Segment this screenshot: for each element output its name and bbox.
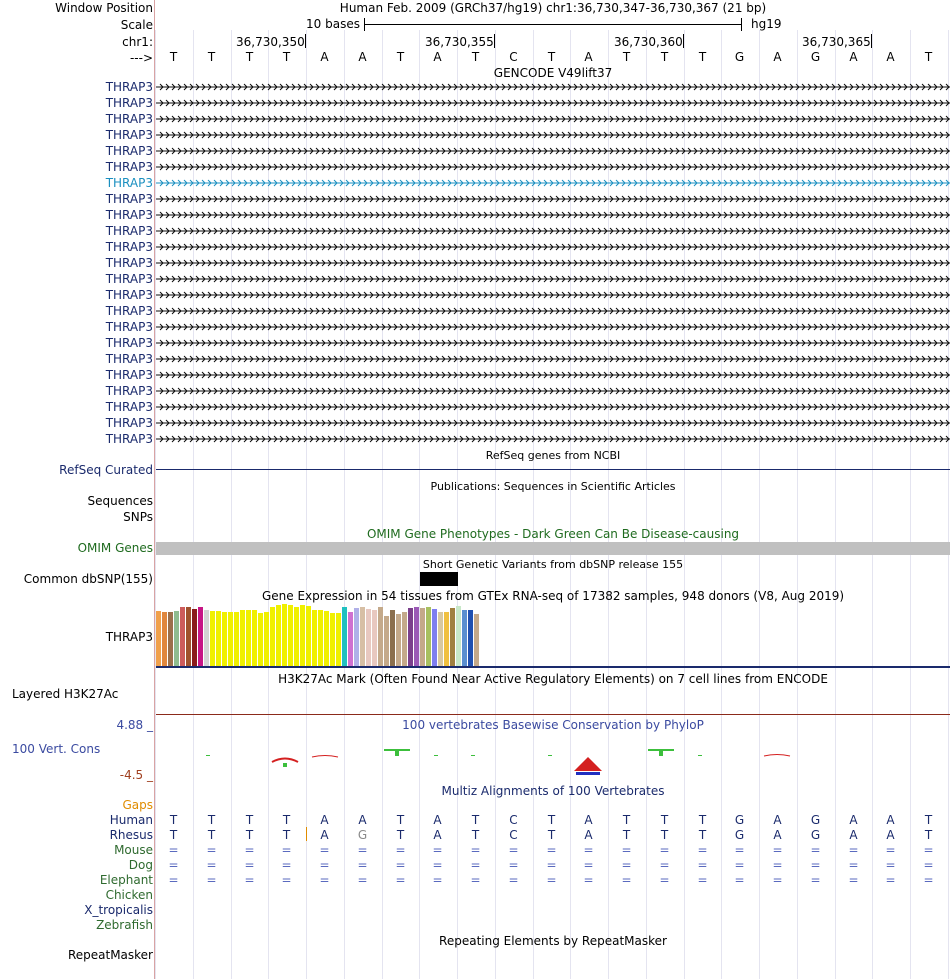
alignment-base[interactable]: = [659, 843, 670, 857]
sequences-label[interactable]: Sequences [87, 494, 153, 508]
gtex-bar-chart[interactable] [156, 604, 556, 666]
phylop-label[interactable]: 100 Vert. Cons [12, 742, 101, 756]
gencode-transcript-label[interactable]: THRAP3 [105, 144, 153, 158]
gencode-transcript-label[interactable]: THRAP3 [105, 96, 153, 110]
gtex-bar[interactable] [474, 614, 479, 666]
position-tick-mark [494, 34, 495, 48]
alignment-base[interactable]: = [621, 873, 632, 887]
gtex-bar[interactable] [378, 607, 383, 666]
gtex-bar[interactable] [300, 605, 305, 666]
alignment-base[interactable]: = [432, 873, 443, 887]
alignment-base[interactable]: = [734, 873, 745, 887]
alignment-base[interactable]: = [546, 858, 557, 872]
gencode-transcript-label[interactable]: THRAP3 [105, 400, 153, 414]
alignment-base[interactable]: G [810, 813, 821, 827]
gtex-bar[interactable] [384, 616, 389, 666]
reference-base[interactable]: T [698, 50, 707, 64]
alignment-base[interactable]: = [772, 843, 783, 857]
alignment-base[interactable]: = [281, 858, 292, 872]
reference-base[interactable]: T [924, 50, 933, 64]
gtex-bar[interactable] [204, 610, 209, 666]
alignment-base[interactable]: A [773, 828, 782, 842]
gtex-bar[interactable] [354, 608, 359, 666]
alignment-base[interactable]: = [395, 858, 406, 872]
gtex-bar[interactable] [222, 612, 227, 666]
alignment-base[interactable]: G [810, 828, 821, 842]
gtex-bar[interactable] [396, 614, 401, 666]
gencode-transcript-line[interactable] [156, 162, 950, 172]
phylop-plot[interactable] [156, 735, 950, 775]
alignment-base[interactable]: T [207, 828, 216, 842]
alignment-base[interactable]: = [357, 858, 368, 872]
phylop-title: 100 vertebrates Basewise Conservation by PhyloP [402, 718, 704, 732]
gtex-bar[interactable] [234, 612, 239, 666]
alignment-base[interactable]: = [206, 873, 217, 887]
gtex-bar[interactable] [192, 609, 197, 666]
alignment-base[interactable]: C [509, 813, 518, 827]
gencode-transcript-label[interactable]: THRAP3 [105, 432, 153, 446]
gtex-bar[interactable] [252, 610, 257, 666]
alignment-base[interactable]: = [206, 843, 217, 857]
alignment-base[interactable]: T [547, 813, 556, 827]
multiz-title: Multiz Alignments of 100 Vertebrates [441, 784, 665, 798]
alignment-base[interactable]: = [810, 843, 821, 857]
alignment-base[interactable]: T [660, 813, 669, 827]
species-label-rhesus[interactable]: Rhesus [109, 828, 153, 842]
reference-base[interactable]: T [396, 50, 405, 64]
gencode-transcript-label[interactable]: THRAP3 [105, 320, 153, 334]
h3k27ac-baseline [156, 714, 950, 715]
alignment-base[interactable]: = [546, 843, 557, 857]
alignment-base[interactable]: T [169, 828, 178, 842]
gtex-bar[interactable] [330, 613, 335, 666]
phylop-max-label: 4.88 _ [116, 718, 153, 732]
alignment-base[interactable]: = [772, 858, 783, 872]
gtex-bar[interactable] [210, 611, 215, 666]
gtex-bar[interactable] [186, 607, 191, 666]
gencode-transcript-line[interactable] [156, 178, 950, 188]
gencode-transcript-label[interactable]: THRAP3 [105, 176, 153, 190]
gaps-label[interactable]: Gaps [122, 798, 153, 812]
reference-base[interactable]: T [471, 50, 480, 64]
alignment-base[interactable]: = [395, 873, 406, 887]
scale-bar-right-tick [741, 18, 742, 31]
gencode-transcript-line[interactable] [156, 290, 950, 300]
alignment-base[interactable]: = [281, 873, 292, 887]
alignment-base[interactable]: = [697, 858, 708, 872]
alignment-base[interactable]: = [621, 858, 632, 872]
gencode-transcript-label[interactable]: THRAP3 [105, 288, 153, 302]
alignment-base[interactable]: = [206, 858, 217, 872]
alignment-base[interactable]: = [583, 843, 594, 857]
gencode-transcript-label[interactable]: THRAP3 [105, 128, 153, 142]
gencode-transcript-label[interactable]: THRAP3 [105, 336, 153, 350]
reference-base[interactable]: A [584, 50, 593, 64]
gencode-transcript-line[interactable] [156, 418, 950, 428]
gtex-bar[interactable] [282, 604, 287, 666]
reference-base[interactable]: T [660, 50, 669, 64]
alignment-base[interactable]: = [281, 843, 292, 857]
gencode-transcript-label[interactable]: THRAP3 [105, 384, 153, 398]
alignment-base[interactable]: A [773, 813, 782, 827]
gtex-bar[interactable] [444, 612, 449, 666]
alignment-base[interactable]: T [282, 813, 291, 827]
refseq-line[interactable] [156, 469, 950, 470]
scale-bar-left-tick [364, 18, 365, 31]
gtex-bar[interactable] [336, 613, 341, 666]
position-tick-label: 36,730,360 [614, 35, 683, 49]
gtex-bar[interactable] [294, 607, 299, 666]
alignment-base[interactable]: = [319, 873, 330, 887]
gtex-bar[interactable] [216, 611, 221, 666]
gtex-bar[interactable] [264, 612, 269, 666]
alignment-base[interactable]: = [697, 843, 708, 857]
dbsnp-variant-block[interactable] [420, 572, 458, 586]
alignment-base[interactable]: T [622, 813, 631, 827]
alignment-base[interactable]: A [320, 828, 329, 842]
alignment-base[interactable]: A [849, 813, 858, 827]
alignment-base[interactable]: = [848, 843, 859, 857]
gencode-transcript-line[interactable] [156, 402, 950, 412]
species-label-mouse[interactable]: Mouse [114, 843, 153, 857]
gtex-bar[interactable] [360, 607, 365, 666]
gencode-transcript-label[interactable]: THRAP3 [105, 240, 153, 254]
gencode-transcript-line[interactable] [156, 258, 950, 268]
alignment-base[interactable]: = [357, 843, 368, 857]
alignment-base[interactable]: T [698, 828, 707, 842]
omim-label[interactable]: OMIM Genes [77, 541, 153, 555]
gtex-bar[interactable] [162, 612, 167, 666]
gtex-bar[interactable] [432, 609, 437, 666]
alignment-base[interactable]: = [244, 858, 255, 872]
alignment-base[interactable]: A [584, 813, 593, 827]
alignment-base[interactable]: = [319, 843, 330, 857]
alignment-base[interactable]: T [245, 813, 254, 827]
refseq-title: RefSeq genes from NCBI [485, 449, 621, 462]
species-label-zebrafish[interactable]: Zebrafish [96, 918, 153, 932]
gtex-bar[interactable] [318, 610, 323, 666]
gencode-transcript-label[interactable]: THRAP3 [105, 160, 153, 174]
reference-base[interactable]: T [169, 50, 178, 64]
reference-base[interactable]: A [849, 50, 858, 64]
gtex-bar[interactable] [246, 610, 251, 666]
phylop-red-marks [272, 755, 790, 763]
reference-base[interactable]: A [433, 50, 442, 64]
gencode-transcript-line[interactable] [156, 210, 950, 220]
repeatmasker-label[interactable]: RepeatMasker [67, 948, 153, 962]
alignment-base[interactable]: T [924, 828, 933, 842]
publications-title: Publications: Sequences in Scientific Articles [430, 480, 676, 493]
alignment-base[interactable]: = [772, 873, 783, 887]
alignment-base[interactable]: = [244, 843, 255, 857]
position-tick-mark [871, 34, 872, 48]
alignment-base[interactable]: = [583, 858, 594, 872]
reference-base[interactable]: G [810, 50, 821, 64]
gtex-bar[interactable] [324, 611, 329, 666]
gtex-bar[interactable] [180, 607, 185, 666]
scale-label: Scale [120, 18, 153, 32]
alignment-base[interactable]: T [282, 828, 291, 842]
gencode-transcript-line[interactable] [156, 226, 950, 236]
reference-base[interactable]: A [358, 50, 367, 64]
alignment-base[interactable]: T [245, 828, 254, 842]
alignment-base[interactable]: = [923, 873, 934, 887]
alignment-base[interactable]: A [433, 828, 442, 842]
reference-base[interactable]: T [245, 50, 254, 64]
gencode-transcript-line[interactable] [156, 146, 950, 156]
alignment-base[interactable]: = [244, 873, 255, 887]
gencode-transcript-label[interactable]: THRAP3 [105, 256, 153, 270]
alignment-base[interactable]: = [659, 858, 670, 872]
alignment-base[interactable]: T [169, 813, 178, 827]
alignment-base[interactable]: = [885, 858, 896, 872]
gencode-transcript-line[interactable] [156, 322, 950, 332]
alignment-base[interactable]: = [621, 843, 632, 857]
gtex-bar[interactable] [456, 606, 461, 666]
gtex-bar[interactable] [468, 610, 473, 666]
reference-base[interactable]: T [547, 50, 556, 64]
alignment-base[interactable]: = [432, 858, 443, 872]
reference-base[interactable]: T [622, 50, 631, 64]
reference-base[interactable]: A [320, 50, 329, 64]
alignment-base[interactable]: = [168, 873, 179, 887]
alignment-base[interactable]: G [357, 828, 368, 842]
sequence-logo-ag [574, 757, 602, 775]
alignment-base[interactable]: = [923, 858, 934, 872]
alignment-base[interactable]: A [886, 813, 895, 827]
alignment-base[interactable]: A [584, 828, 593, 842]
h3k27ac-label[interactable]: Layered H3K27Ac [12, 687, 119, 701]
gtex-bar[interactable] [420, 608, 425, 666]
gencode-transcript-line[interactable] [156, 98, 950, 108]
alignment-base[interactable]: T [660, 828, 669, 842]
gtex-bar[interactable] [450, 608, 455, 666]
h3k27ac-title: H3K27Ac Mark (Often Found Near Active Regulatory Elements) on 7 cell lines from ENCODE [278, 672, 828, 686]
alignment-base[interactable]: = [848, 858, 859, 872]
alignment-base[interactable]: = [432, 843, 443, 857]
gtex-bar[interactable] [408, 608, 413, 666]
alignment-base[interactable]: T [924, 813, 933, 827]
gtex-bar[interactable] [228, 612, 233, 666]
gtex-bar[interactable] [174, 611, 179, 666]
grid-line [948, 30, 949, 979]
dbsnp-title: Short Genetic Variants from dbSNP release 155 [422, 558, 684, 571]
gtex-bar[interactable] [168, 612, 173, 666]
gencode-transcript-line[interactable] [156, 242, 950, 252]
gencode-transcript-line[interactable] [156, 386, 950, 396]
alignment-base[interactable]: = [470, 873, 481, 887]
alignment-base[interactable]: A [358, 813, 367, 827]
gtex-bar[interactable] [438, 612, 443, 666]
alignment-base[interactable]: = [319, 858, 330, 872]
alignment-base[interactable]: = [810, 858, 821, 872]
reference-base[interactable]: T [282, 50, 291, 64]
gtex-bar[interactable] [426, 607, 431, 666]
alignment-base[interactable]: G [734, 813, 745, 827]
gencode-transcript-line[interactable] [156, 194, 950, 204]
gencode-title: GENCODE V49lift37 [493, 66, 613, 80]
gencode-transcript-line[interactable] [156, 274, 950, 284]
gtex-bar[interactable] [156, 611, 161, 666]
gtex-bar[interactable] [270, 607, 275, 666]
gtex-title: Gene Expression in 54 tissues from GTEx RNA-seq of 17382 samples, 948 donors (V8, Aug 2019) [261, 589, 845, 603]
alignment-base[interactable]: = [885, 843, 896, 857]
snps-label[interactable]: SNPs [123, 510, 153, 524]
gencode-transcript-line[interactable] [156, 82, 950, 92]
alignment-base[interactable]: = [508, 843, 519, 857]
gencode-transcript-line[interactable] [156, 434, 950, 444]
reference-base[interactable]: T [207, 50, 216, 64]
scale-assembly: hg19 [751, 17, 782, 31]
alignment-base[interactable]: = [734, 858, 745, 872]
gtex-bar[interactable] [342, 607, 347, 666]
alignment-base[interactable]: T [471, 813, 480, 827]
alignment-base[interactable]: T [698, 813, 707, 827]
alignment-base[interactable]: T [622, 828, 631, 842]
gencode-transcript-label[interactable]: THRAP3 [105, 112, 153, 126]
gencode-transcript-label[interactable]: THRAP3 [105, 368, 153, 382]
position-tick-mark [683, 34, 684, 48]
species-label-x_tropicalis[interactable]: X_tropicalis [84, 903, 153, 917]
alignment-base[interactable]: T [396, 828, 405, 842]
position-tick-label: 36,730,355 [425, 35, 494, 49]
alignment-base[interactable]: = [508, 873, 519, 887]
omim-bar[interactable] [156, 542, 950, 555]
gencode-transcript-label[interactable]: THRAP3 [105, 416, 153, 430]
gtex-baseline [156, 666, 950, 668]
gencode-transcript-label[interactable]: THRAP3 [105, 304, 153, 318]
alignment-base[interactable]: = [168, 858, 179, 872]
gtex-bar[interactable] [258, 613, 263, 666]
species-label-human[interactable]: Human [109, 813, 153, 827]
alignment-base[interactable]: T [471, 828, 480, 842]
repeatmasker-title: Repeating Elements by RepeatMasker [439, 934, 667, 948]
alignment-base[interactable]: = [734, 843, 745, 857]
window-position-label: Window Position [55, 1, 153, 15]
gtex-bar[interactable] [288, 605, 293, 666]
alignment-base[interactable]: = [470, 858, 481, 872]
alignment-base[interactable]: = [923, 843, 934, 857]
alignment-base[interactable]: = [395, 843, 406, 857]
omim-title: OMIM Gene Phenotypes - Dark Green Can Be Disease-causing [366, 527, 740, 541]
gtex-bar[interactable] [462, 610, 467, 666]
gtex-bar[interactable] [372, 610, 377, 666]
gtex-bar[interactable] [198, 607, 203, 666]
alignment-base[interactable]: = [697, 873, 708, 887]
gencode-transcript-label[interactable]: THRAP3 [105, 224, 153, 238]
gtex-bar[interactable] [414, 607, 419, 666]
alignment-base[interactable]: C [509, 828, 518, 842]
gencode-transcript-label[interactable]: THRAP3 [105, 80, 153, 94]
species-label-dog[interactable]: Dog [128, 858, 153, 872]
alignment-base[interactable]: T [547, 828, 556, 842]
gtex-bar[interactable] [276, 605, 281, 666]
gencode-transcript-label[interactable]: THRAP3 [105, 352, 153, 366]
position-tick-mark [305, 34, 306, 48]
alignment-base[interactable]: A [320, 813, 329, 827]
alignment-base[interactable]: A [886, 828, 895, 842]
alignment-base[interactable]: T [207, 813, 216, 827]
chrom-label: chr1: [122, 35, 153, 49]
gencode-transcript-line[interactable] [156, 354, 950, 364]
phylop-min-label: -4.5 _ [119, 768, 153, 782]
alignment-base[interactable]: = [546, 873, 557, 887]
gencode-transcript-line[interactable] [156, 306, 950, 316]
gencode-transcript-label[interactable]: THRAP3 [105, 272, 153, 286]
reference-base[interactable]: A [773, 50, 782, 64]
gtex-bar[interactable] [390, 610, 395, 666]
refseq-label[interactable]: RefSeq Curated [59, 463, 153, 477]
window-position-value[interactable]: Human Feb. 2009 (GRCh37/hg19) chr1:36,730,347-36,730,367 (21 bp) [339, 1, 767, 15]
alignment-base[interactable]: = [810, 873, 821, 887]
reference-base[interactable]: C [509, 50, 518, 64]
alignment-base[interactable]: T [396, 813, 405, 827]
alignment-base[interactable]: = [583, 873, 594, 887]
reference-base[interactable]: A [886, 50, 895, 64]
gencode-transcript-line[interactable] [156, 370, 950, 380]
alignment-base[interactable]: = [357, 873, 368, 887]
alignment-base[interactable]: A [433, 813, 442, 827]
alignment-base[interactable]: = [885, 873, 896, 887]
gencode-transcript-label[interactable]: THRAP3 [105, 192, 153, 206]
gtex-label[interactable]: THRAP3 [105, 630, 153, 644]
dbsnp-label[interactable]: Common dbSNP(155) [23, 572, 153, 586]
gtex-bar[interactable] [366, 609, 371, 666]
alignment-base[interactable]: = [470, 843, 481, 857]
species-label-chicken[interactable]: Chicken [105, 888, 153, 902]
gtex-bar[interactable] [348, 612, 353, 666]
reference-base[interactable]: G [734, 50, 745, 64]
position-tick-label: 36,730,365 [802, 35, 871, 49]
alignment-base[interactable]: = [168, 843, 179, 857]
gtex-bar[interactable] [402, 612, 407, 666]
alignment-base[interactable]: A [849, 828, 858, 842]
scale-text: 10 bases [306, 17, 360, 31]
alignment-base[interactable]: G [734, 828, 745, 842]
species-label-elephant[interactable]: Elephant [99, 873, 153, 887]
alignment-base[interactable]: = [848, 873, 859, 887]
scale-bar [364, 24, 742, 25]
alignment-base[interactable]: = [659, 873, 670, 887]
alignment-base[interactable]: = [508, 858, 519, 872]
gtex-bar[interactable] [240, 610, 245, 666]
gencode-transcript-line[interactable] [156, 130, 950, 140]
gencode-transcript-line[interactable] [156, 114, 950, 124]
position-tick-label: 36,730,350 [236, 35, 305, 49]
gtex-bar[interactable] [312, 610, 317, 666]
gencode-transcript-line[interactable] [156, 338, 950, 348]
gtex-bar[interactable] [306, 606, 311, 666]
gencode-transcript-label[interactable]: THRAP3 [105, 208, 153, 222]
strand-label: ---> [129, 51, 153, 65]
